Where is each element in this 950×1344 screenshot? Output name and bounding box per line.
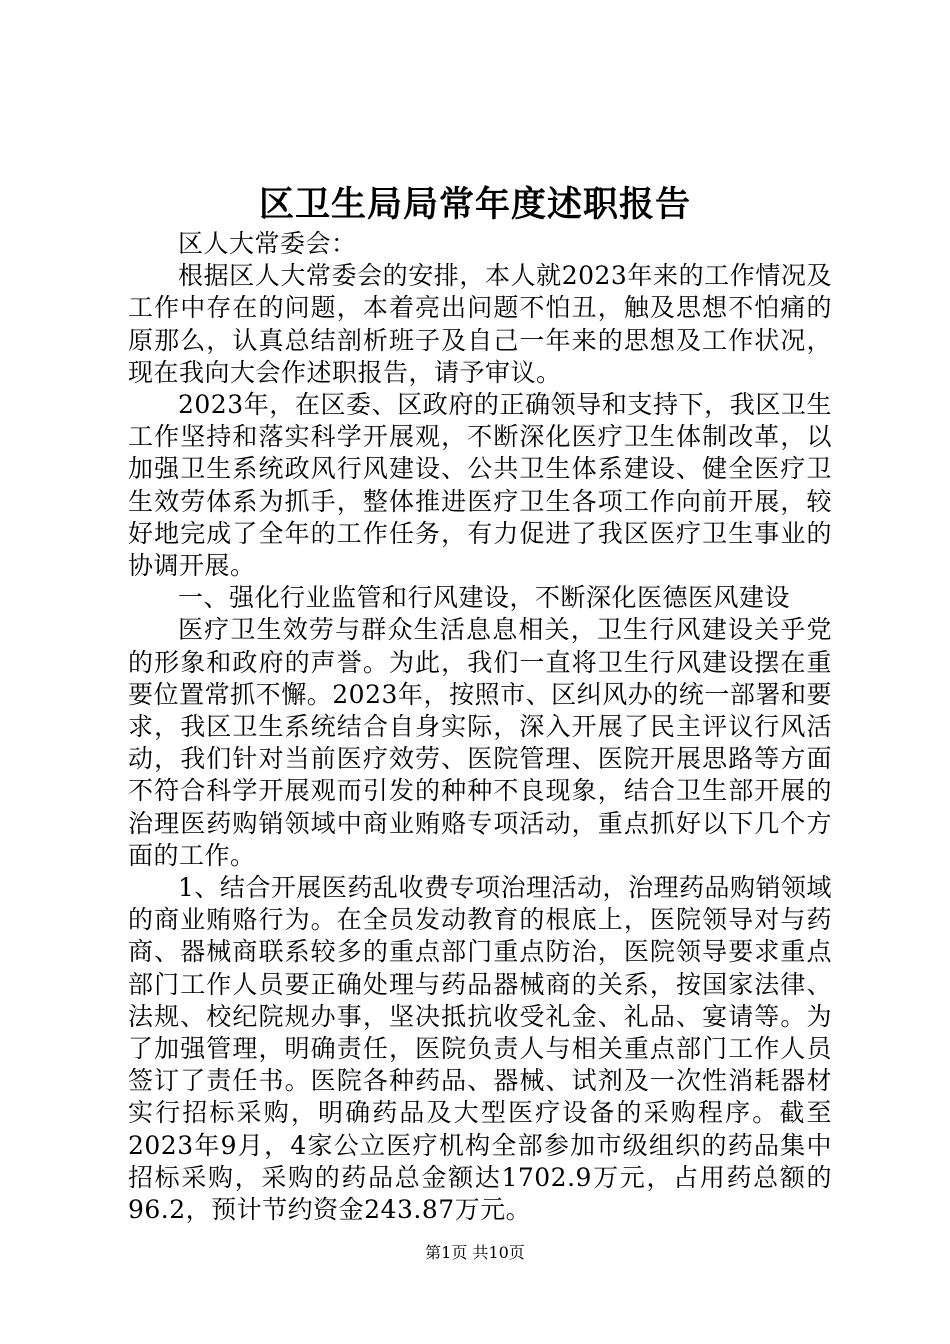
document-body — [128, 228, 832, 1226]
intro-paragraph: 根据区人大常委会的安排，本人就2023年来的工作情况及工作中存在的问题，本着亮出问题不怕丑，触及思想不怕痛的原那么，认真总结剖析班子及自己一年来的思想及工作状况，现在我向大会作述职报告，请予审议。 — [128, 261, 832, 387]
salutation-paragraph: 区人大常委会： — [178, 229, 357, 258]
section-heading: 一、强化行业监管和行风建设，不断深化医德医风建设 — [178, 583, 791, 613]
section-paragraph: 医疗卫生效劳与群众生活息息相关，卫生行风建设关乎党的形象和政府的声誉。为此，我们一直将卫生行风建设摆在重要位置常抓不懈。2023年，按照市、区纠风办的统一部署和要求，我区卫生系统结合自身实际，深入开展了民主评议行风活动，我们针对当前医疗效劳、医院管理、医院开展思路等方面不符合科学开展观而引发的种种不良现象，结合卫生部开展的治理医药购销领域中商业贿赂专项活动，重点抓好以下几个方面的工作。 — [128, 615, 832, 870]
item-paragraph: 1、结合开展医药乱收费专项治理活动，治理药品购销领域的商业贿赂行为。在全员发动教育的根底上，医院领导对与药商、器械商联系较多的重点部门重点防治，医院领导要求重点部门工作人员要正确处理与药品器械商的关系，按国家法律、法规、校纪院规办事，坚决抵抗收受礼金、礼品、宴请等。为了加强管理，明确责任，医院负责人与相关重点部门工作人员签订了责任书。医院各种药品、器械、试剂及一次性消耗器材实行招标采购，明确药品及大型医疗设备的采购程序。截至2023年9月，4家公立医疗机构全部参加市级组织的药品集中招标采购，采购的药品总金额达1702.9万元，占用药总额的96.2，预计节约资金243.87万元。 — [128, 873, 832, 1225]
summary-paragraph: 2023年，在区委、区政府的正确领导和支持下，我区卫生工作坚持和落实科学开展观，不断深化医疗卫生体制改革，以加强卫生系统政风行风建设、公共卫生体系建设、健全医疗卫生效劳体系为抓手，整体推进医疗卫生各项工作向前开展，较好地完成了全年的工作任务，有力促进了我区医疗卫生事业的协调开展。 — [128, 390, 832, 581]
page-number-footer: 第1页 共10页 — [425, 1243, 525, 1262]
document-title: 区卫生局局常年度述职报告 — [258, 184, 691, 225]
